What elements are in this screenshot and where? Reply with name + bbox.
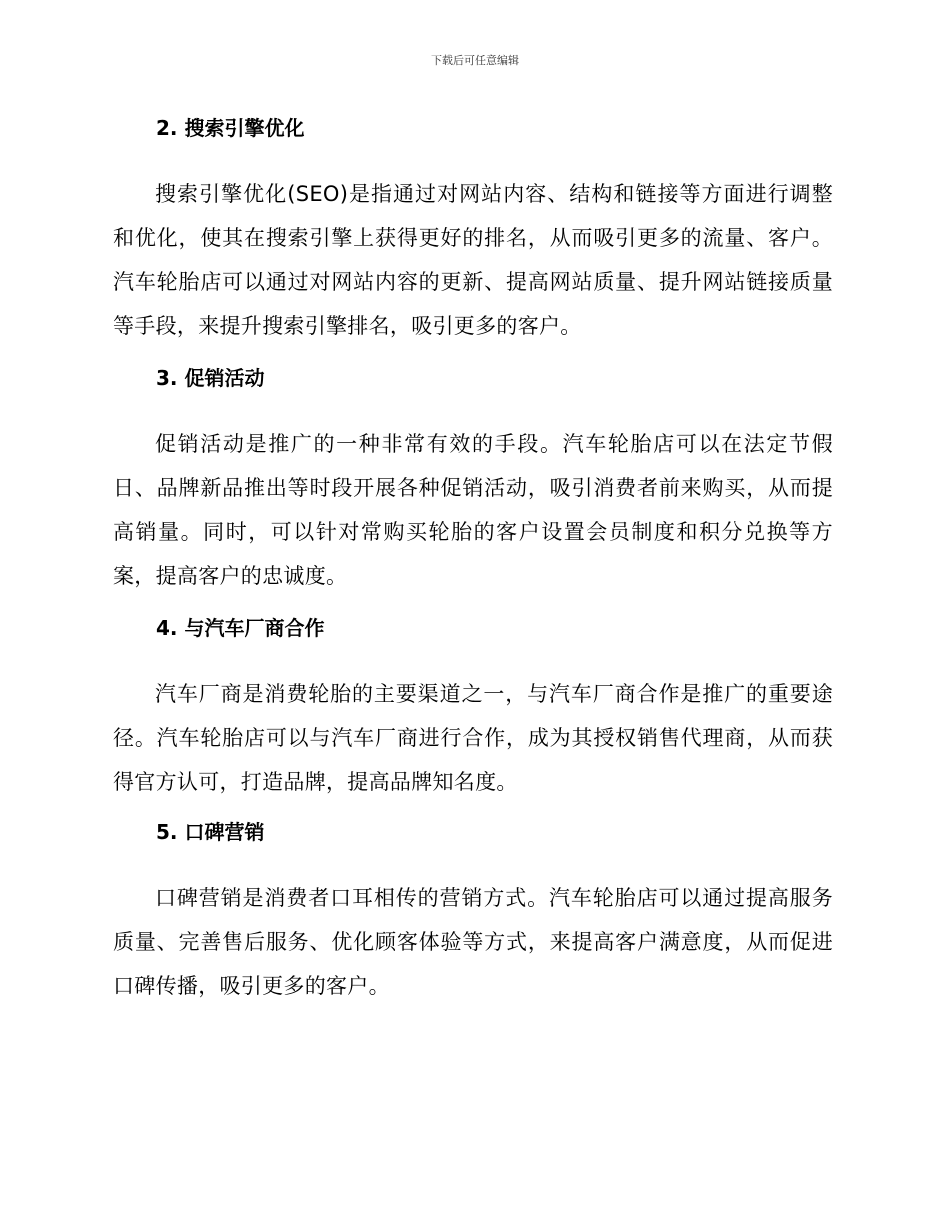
section-paragraph: 促销活动是推广的一种非常有效的手段。汽车轮胎店可以在法定节假日、品牌新品推出等时段开展各种促销活动，吸引消费者前来购买，从而提高销量。同时，可以针对常购买轮胎的客户设置会员制度和积分兑换等方案，提高客户的忠诚度。 bbox=[113, 432, 833, 588]
section-heading: 3. 促销活动 bbox=[156, 366, 265, 390]
section-heading: 4. 与汽车厂商合作 bbox=[156, 616, 325, 640]
section-heading: 2. 搜索引擎优化 bbox=[156, 116, 305, 140]
section-word-of-mouth bbox=[113, 818, 833, 1008]
section-automaker-cooperation bbox=[113, 614, 833, 804]
section-paragraph: 口碑营销是消费者口耳相传的营销方式。汽车轮胎店可以通过提高服务质量、完善售后服务、优化顾客体验等方式，来提高客户满意度，从而促进口碑传播，吸引更多的客户。 bbox=[113, 886, 833, 998]
section-paragraph: 搜索引擎优化(SEO)是指通过对网站内容、结构和链接等方面进行调整和优化，使其在搜索引擎上获得更好的排名，从而吸引更多的流量、客户。汽车轮胎店可以通过对网站内容的更新、提高网站质量、提升网站链接质量等手段，来提升搜索引擎排名，吸引更多的客户。 bbox=[113, 182, 833, 338]
section-paragraph: 汽车厂商是消费轮胎的主要渠道之一，与汽车厂商合作是推广的重要途径。汽车轮胎店可以与汽车厂商进行合作，成为其授权销售代理商，从而获得官方认可，打造品牌，提高品牌知名度。 bbox=[113, 682, 833, 794]
section-promotions bbox=[113, 364, 833, 598]
section-seo bbox=[113, 114, 833, 348]
page-header-note: 下载后可任意编辑 bbox=[431, 54, 519, 67]
section-heading: 5. 口碑营销 bbox=[156, 820, 265, 844]
